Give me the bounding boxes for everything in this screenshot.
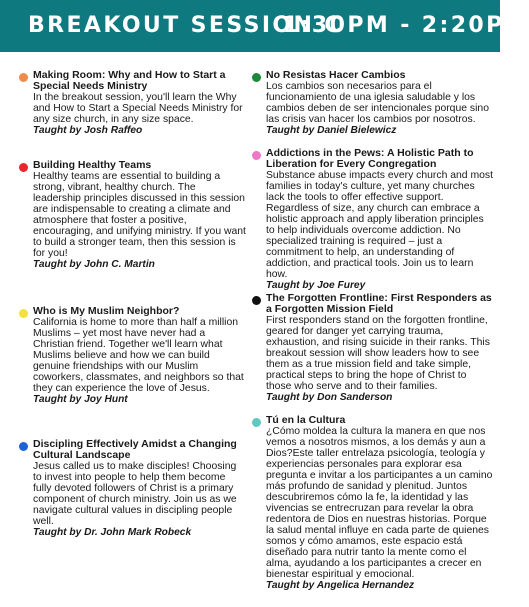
session-card [266,148,494,292]
session-title: No Resistas Hacer Cambios [266,69,406,81]
session-title: Who is My Muslim Neighbor? [33,305,180,317]
session-card [266,293,494,404]
session-title: Discipling Effectively Amidst a Changing Cultural Landscape [33,438,237,461]
session-presenter: Taught by Angelica Hernandez [266,580,415,591]
session-presenter: Taught by Don Sanderson [266,392,393,403]
bullet-dot [252,73,261,82]
session-description: Healthy teams are essential to building a strong, vibrant, healthy church. The leadership principles discussed in this session are indispensable to creating a climate and atmosphere that foster a positive, encouraging, and unifying ministry. If you want to build a stronger team, then this session is for you! [33,171,246,259]
session-title: The Forgotten Frontline: First Responders as a Forgotten Mission Field [266,292,492,315]
bullet-dot [252,418,261,427]
session-presenter: Taught by Josh Raffeo [33,125,143,136]
bullet-dot [19,309,28,318]
session-description: Los cambios son necesarios para el funcionamiento de una iglesia saludable y los cambios deben de ser intencionales porque sino las crisis van hacer los cambios por nosotros. [266,81,489,125]
session-presenter: Taught by Joy Hunt [33,394,128,405]
session-card [266,70,494,137]
session-card [33,160,246,271]
header-time: 1:30PM - 2:20PM [283,13,529,38]
session-card [33,439,246,539]
session-description: California is home to more than half a million Muslims – yet most have never had a Christian friend. Together we'll learn what Muslims believe and how we can build genuine friendships with our Muslim coworkers, classmates, and neighbors so that they can experience the love of Jesus. [33,317,244,394]
session-card [33,306,246,406]
session-presenter: Taught by Dr. John Mark Robeck [33,527,192,538]
bullet-dot [19,73,28,82]
session-description: In the breakout session, you'll learn the Why and How to Start a Special Needs Ministry for any size church, in any size space. [33,92,243,125]
session-description: ¿Cómo moldea la cultura la manera en que nos vemos a nosotros mismos, a los demás y aun a Dios?Este taller entrelaza psicología, teología y experiencias personales para explorar esa pregunta e invitar a los participantes a un camino más profundo de sanidad y plenitud. Juntos descubriremos cómo la fe, la identidad y las vivencias se entrecruzan para revelar la obra redentora de Dios en nuestras historias. Porque la salud mental influye en cada parte de quienes somos y cómo amamos, este espacio está diseñado para nutrir tanto la mente como el alma, ayudando a los participantes a crecer en bienestar espiritual y emocional. [266,426,493,580]
session-presenter: Taught by Daniel Bielewicz [266,125,397,136]
session-card [266,415,494,592]
session-header [0,0,529,52]
session-description: Jesus called us to make disciples! Choosing to invest into people to help them become fully devoted followers of Christ is a primary component of church ministry. Join us as we navigate cultural values in discipling people well. [33,461,237,527]
session-description: Substance abuse impacts every church and most families in today's culture, yet many churches lack the tools to offer effective support. Regardless of size, any church can embrace a holistic approach and apply liberation principles to help individuals overcome addiction. No specialized training is required – just a commitment to help, an understanding of addiction, and practical tools. Join us to learn how. [266,170,493,280]
session-title: Building Healthy Teams [33,159,152,171]
session-title: Addictions in the Pews: A Holistic Path to Liberation for Every Congregation [266,147,474,170]
bullet-dot [252,296,261,305]
bullet-dot [252,151,261,160]
session-presenter: Taught by Joe Furey [266,280,366,291]
header-title: BREAKOUT SESSION C [28,13,343,38]
session-title: Tú en la Cultura [266,414,346,426]
session-title: Making Room: Why and How to Start a Special Needs Ministry [33,69,226,92]
session-description: First responders stand on the forgotten frontline, geared for danger yet carrying trauma, exhaustion, and rising suicide in their ranks. This breakout session will show leaders how to see them as a true mission field and take simple, practical steps to bring the hope of Christ to those who serve and to their families. [266,315,490,392]
bullet-dot [19,442,28,451]
session-presenter: Taught by John C. Martin [33,259,155,270]
bullet-dot [19,163,28,172]
session-card [33,70,246,137]
